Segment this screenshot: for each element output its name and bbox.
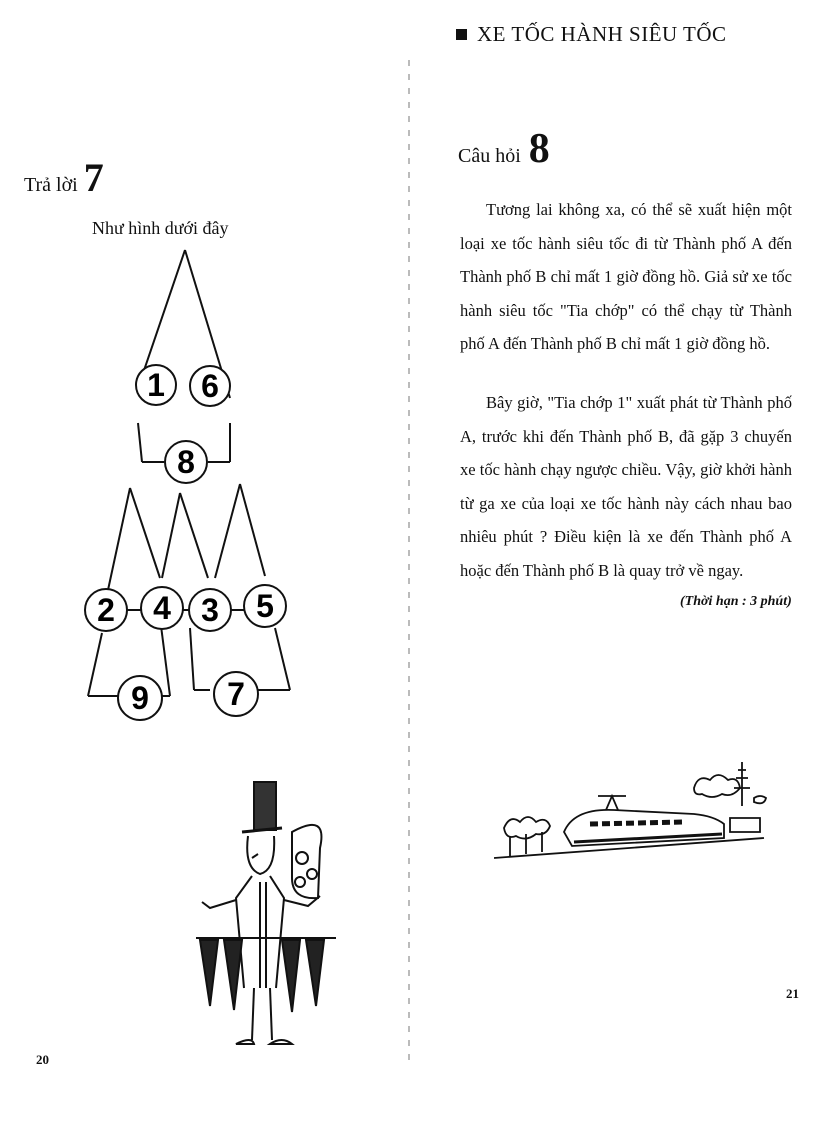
book-gutter: [408, 60, 410, 1060]
circle-number: 1: [147, 367, 165, 403]
running-title: [456, 22, 727, 47]
question-number: 8: [528, 126, 550, 172]
circle-number: 4: [153, 590, 171, 626]
circle-number: 3: [201, 592, 219, 628]
triangle-number-diagram: [80, 238, 300, 738]
circle-number: 6: [201, 368, 219, 404]
circle-number: 2: [97, 592, 115, 628]
answer-number: 7: [83, 155, 104, 200]
circle-number: 8: [177, 444, 195, 480]
running-title-text: XE TỐC HÀNH SIÊU TỐC: [477, 22, 727, 46]
time-limit: (Thời hạn : 3 phút): [680, 594, 792, 609]
question-label: Câu hỏi: [458, 145, 521, 167]
page-number-left: 20: [36, 1052, 49, 1067]
question-paragraph-2: Bây giờ, "Tia chớp 1" xuất phát từ Thành phố A, trước khi đến Thành phố B, đã gặp 3 chuyến xe tốc hành chạy ngược chiều. Vậy, giờ khởi hành từ ga xe của loại xe tốc hành này cách nhau bao nhiêu phút ? Điều kiện là xe đến Thành phố A hoặc đến Thành phố B là quay trở về ngay.: [460, 393, 792, 580]
circle-number: 5: [256, 588, 274, 624]
question-heading: [458, 128, 550, 170]
answer-heading: [24, 155, 104, 200]
answer-label: Trả lời: [24, 174, 78, 196]
square-bullet-icon: [456, 29, 467, 40]
circle-number: 9: [131, 680, 149, 716]
page-number-right: 21: [786, 986, 799, 1001]
magician-illustration: [196, 778, 336, 1054]
express-train-illustration: [494, 758, 774, 868]
answer-text: Như hình dưới đây: [92, 218, 229, 238]
question-paragraph-1: Tương lai không xa, có thể sẽ xuất hiện một loại xe tốc hành siêu tốc đi từ Thành phố A đến Thành phố B chỉ mất 1 giờ đồng hồ. Giả sử xe tốc hành siêu tốc "Tia chớp" có thể chạy từ Thành phố A đến Thành phố B chỉ mất 1 giờ đồng hồ.: [460, 200, 792, 353]
circle-number: 7: [227, 676, 245, 712]
